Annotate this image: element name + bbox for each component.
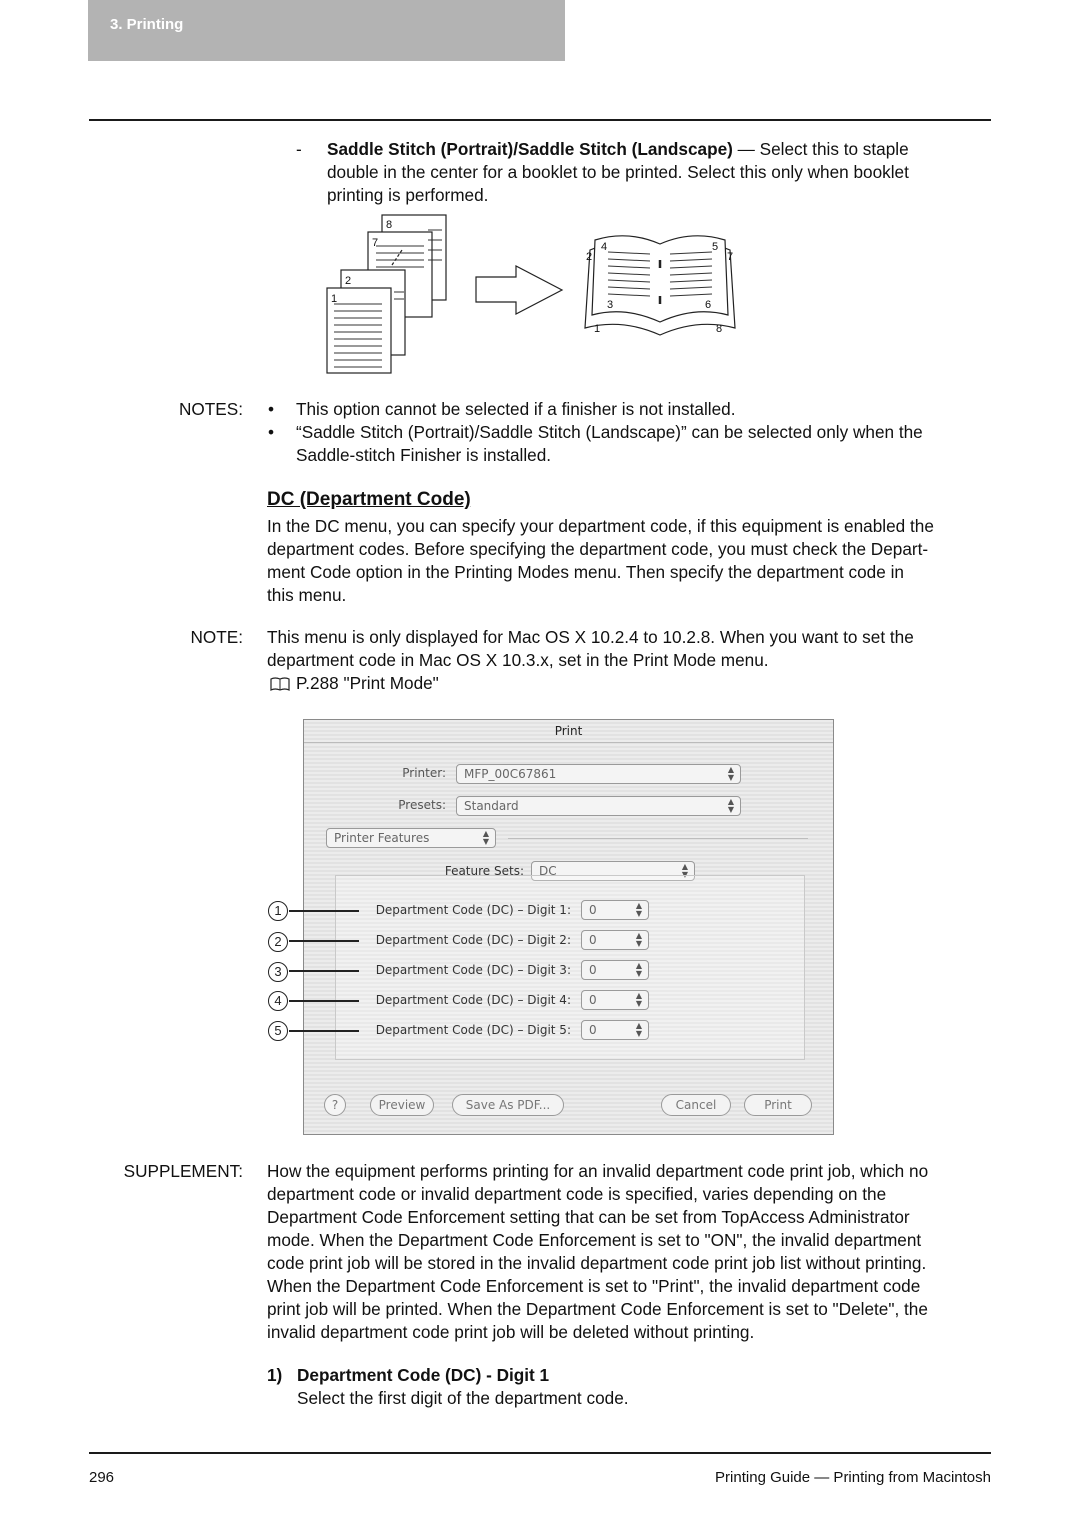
chapter-tab [88,0,565,61]
print-button[interactable]: Print [744,1094,812,1116]
dc-para-line-2: department codes. Before specifying the department code, you must check the Depart- [267,539,929,559]
notes-item-2-line-2: Saddle-stitch Finisher is installed. [296,445,552,465]
callout-2-leader [289,940,359,942]
stepper-arrows-icon: ▲ ▼ [635,931,642,948]
panel-select[interactable] [326,828,496,848]
bottom-rule [89,1452,991,1454]
booklet-num-2: 2 [586,251,593,263]
panel-value: Printer Features [334,831,430,845]
item-1-title: Department Code (DC) - Digit 1 [297,1365,550,1385]
note-label: NOTE: [190,627,243,647]
notes-item-1: This option cannot be selected if a finisher is not installed. [296,399,736,419]
item-1-number: 1) [267,1365,283,1385]
digit-4-value: 0 [589,993,597,1007]
booklet-num-3: 3 [607,299,614,311]
digit-1-stepper[interactable] [581,900,649,920]
stepper-arrows-icon: ▲ ▼ [635,901,642,918]
supplement-line-7: print job will be printed. When the Department Code Enforcement is set to "Delete", the [267,1299,928,1319]
dialog-title: Print [304,720,833,743]
panel-divider [508,838,808,839]
callout-4-leader [289,1000,359,1002]
booklet-num-4: 4 [601,241,608,253]
printer-select[interactable] [456,764,741,784]
saddle-line-1 [327,138,987,161]
feature-sets-value: DC [539,864,557,878]
booklet-num-6: 6 [705,299,712,311]
digit-2-value: 0 [589,933,597,947]
notes-bullet-1: • [268,399,275,419]
notes-item-2-line-1: “Saddle Stitch (Portrait)/Saddle Stitch (Landscape)” can be selected only when the [296,422,923,442]
feature-sets-label: Feature Sets: [444,864,524,878]
saddle-line-3: printing is performed. [327,185,489,205]
saddle-stitch-illustration [320,210,750,375]
digit-3-value: 0 [589,963,597,977]
digit-3-stepper[interactable] [581,960,649,980]
booklet-num-8: 8 [716,323,723,335]
stepper-arrows-icon: ▲ ▼ [635,991,642,1008]
digit-4-label: Department Code (DC) – Digit 4: [375,993,571,1007]
digit-2-stepper[interactable] [581,930,649,950]
callout-5: 5 [268,1021,288,1041]
supplement-line-2: department code or invalid department code is specified, varies depending on the [267,1184,887,1204]
booklet-num-7: 7 [727,251,734,263]
saddle-dash: - [296,139,302,159]
saddle-line-1-rest: — Select this to staple [732,139,909,159]
digit-1-label: Department Code (DC) – Digit 1: [375,903,571,917]
digit-1-value: 0 [589,903,597,917]
arrow-icon [476,266,562,314]
dc-para-line-1: In the DC menu, you can specify your department code, if this equipment is enabled the [267,516,934,536]
booklet-num-5: 5 [712,241,719,253]
digit-5-label: Department Code (DC) – Digit 5: [375,1023,571,1037]
digit-5-stepper[interactable] [581,1020,649,1040]
callout-4: 4 [268,991,288,1011]
printer-label: Printer: [402,766,446,780]
presets-select[interactable] [456,796,741,816]
preview-button[interactable]: Preview [370,1094,434,1116]
stack-num-7: 7 [372,237,379,249]
callout-3-leader [289,970,359,972]
note-ref-link[interactable]: P.288 "Print Mode" [296,673,439,693]
printer-value: MFP_00C67861 [464,767,557,781]
cancel-button[interactable]: Cancel [661,1094,731,1116]
stack-num-2: 2 [345,275,352,287]
supplement-line-4: mode. When the Department Code Enforcement is set to "ON", the invalid department [267,1230,922,1250]
digit-4-stepper[interactable] [581,990,649,1010]
note-line-2: department code in Mac OS X 10.3.x, set in the Print Mode menu. [267,650,769,670]
stepper-arrows-icon: ▲ ▼ [635,1021,642,1038]
supplement-line-1: How the equipment performs printing for an invalid department code print job, which no [267,1161,929,1181]
print-dialog [303,719,834,1135]
dc-para-line-4: this menu. [267,585,347,605]
page-number: 296 [89,1469,115,1486]
stack-num-8: 8 [386,219,393,231]
stepper-arrows-icon: ▲ ▼ [727,797,734,814]
supplement-line-8: invalid department code print job will be deleted without printing. [267,1322,755,1342]
help-button[interactable]: ? [324,1094,346,1116]
note-line-1: This menu is only displayed for Mac OS X 10.2.4 to 10.2.8. When you want to set the [267,627,914,647]
top-rule [89,119,991,121]
footer-title: Printing Guide — Printing from Macintosh [715,1469,991,1486]
saddle-bold-text: Saddle Stitch (Portrait)/Saddle Stitch (Landscape) [327,139,733,159]
book-icon [270,676,290,692]
stepper-arrows-icon: ▲ ▼ [681,862,688,879]
stepper-arrows-icon: ▲ ▼ [727,765,734,782]
stepper-arrows-icon: ▲ ▼ [482,829,489,846]
stepper-arrows-icon: ▲ ▼ [635,961,642,978]
callout-3: 3 [268,962,288,982]
item-1-desc: Select the first digit of the department code. [297,1388,629,1408]
presets-label: Presets: [398,798,446,812]
saddle-line-2: double in the center for a booklet to be printed. Select this only when booklet [327,162,909,182]
callout-2: 2 [268,932,288,952]
notes-label: NOTES: [179,399,243,419]
booklet-num-1: 1 [594,323,601,335]
supplement-line-3: Department Code Enforcement setting that can be set from TopAccess Administrator [267,1207,910,1227]
callout-1-leader [289,910,359,912]
callout-1: 1 [268,901,288,921]
presets-value: Standard [464,799,519,813]
stack-num-1: 1 [331,293,338,305]
callout-5-leader [289,1030,359,1032]
save-as-pdf-button[interactable]: Save As PDF... [452,1094,564,1116]
digit-2-label: Department Code (DC) – Digit 2: [375,933,571,947]
notes-bullet-2: • [268,422,275,442]
chapter-tab-label: 3. Printing [110,16,184,33]
supplement-line-5: code print job will be stored in the invalid department code print job list without printing. [267,1253,927,1273]
dc-heading: DC (Department Code) [267,489,471,510]
supplement-label: SUPPLEMENT: [123,1161,243,1181]
dc-para-line-3: ment Code option in the Printing Modes menu. Then specify the department code in [267,562,904,582]
digit-3-label: Department Code (DC) – Digit 3: [375,963,571,977]
digit-5-value: 0 [589,1023,597,1037]
supplement-line-6: When the Department Code Enforcement is set to "Print", the invalid department code [267,1276,921,1296]
